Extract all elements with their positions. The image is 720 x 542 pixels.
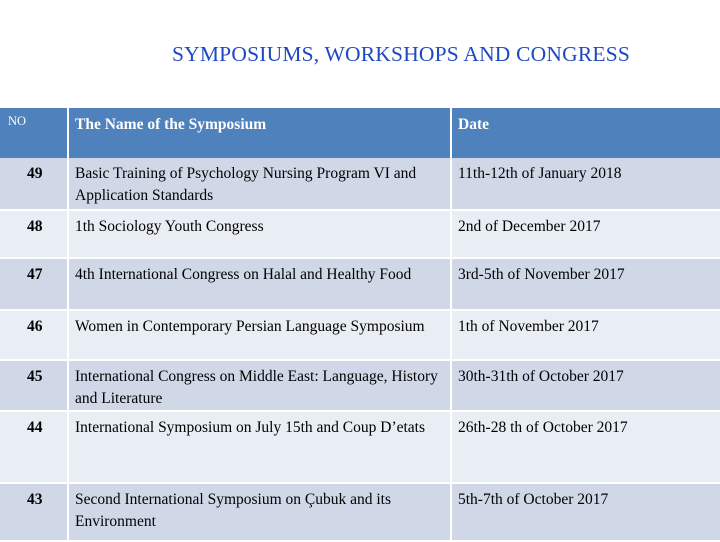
row-number: 48 [0,210,68,258]
row-number: 45 [0,360,68,411]
row-symposium-name: Second International Symposium on Çubuk and its Environment [68,483,451,541]
row-symposium-name: International Symposium on July 15th and Coup D’etats [68,411,451,483]
row-symposium-name: Basic Training of Psychology Nursing Program VI and Application Standards [68,158,451,210]
row-date: 1th of November 2017 [451,310,720,360]
row-date: 2nd of December 2017 [451,210,720,258]
header-date: Date [451,108,720,158]
header-no: NO [0,108,68,158]
row-symposium-name: International Congress on Middle East: Language, History and Literature [68,360,451,411]
table-row [0,258,720,310]
table-row [0,483,720,541]
row-number: 46 [0,310,68,360]
row-date: 26th-28 th of October 2017 [451,411,720,483]
symposium-table [0,108,720,542]
row-date: 5th-7th of October 2017 [451,483,720,541]
row-date: 11th-12th of January 2018 [451,158,720,210]
row-number: 44 [0,411,68,483]
table-row [0,310,720,360]
table-row [0,158,720,210]
table-row [0,411,720,483]
row-symposium-name: Women in Contemporary Persian Language Symposium [68,310,451,360]
row-number: 49 [0,158,68,210]
row-symposium-name: 1th Sociology Youth Congress [68,210,451,258]
table-row [0,360,720,411]
header-name: The Name of the Symposium [68,108,451,158]
row-number: 47 [0,258,68,310]
page-title: SYMPOSIUMS, WORKSHOPS AND CONGRESS [171,42,631,66]
row-date: 3rd-5th of November 2017 [451,258,720,310]
row-number: 43 [0,483,68,541]
table-header-row [0,108,720,158]
row-symposium-name: 4th International Congress on Halal and Healthy Food [68,258,451,310]
row-date: 30th-31th of October 2017 [451,360,720,411]
table-row [0,210,720,258]
